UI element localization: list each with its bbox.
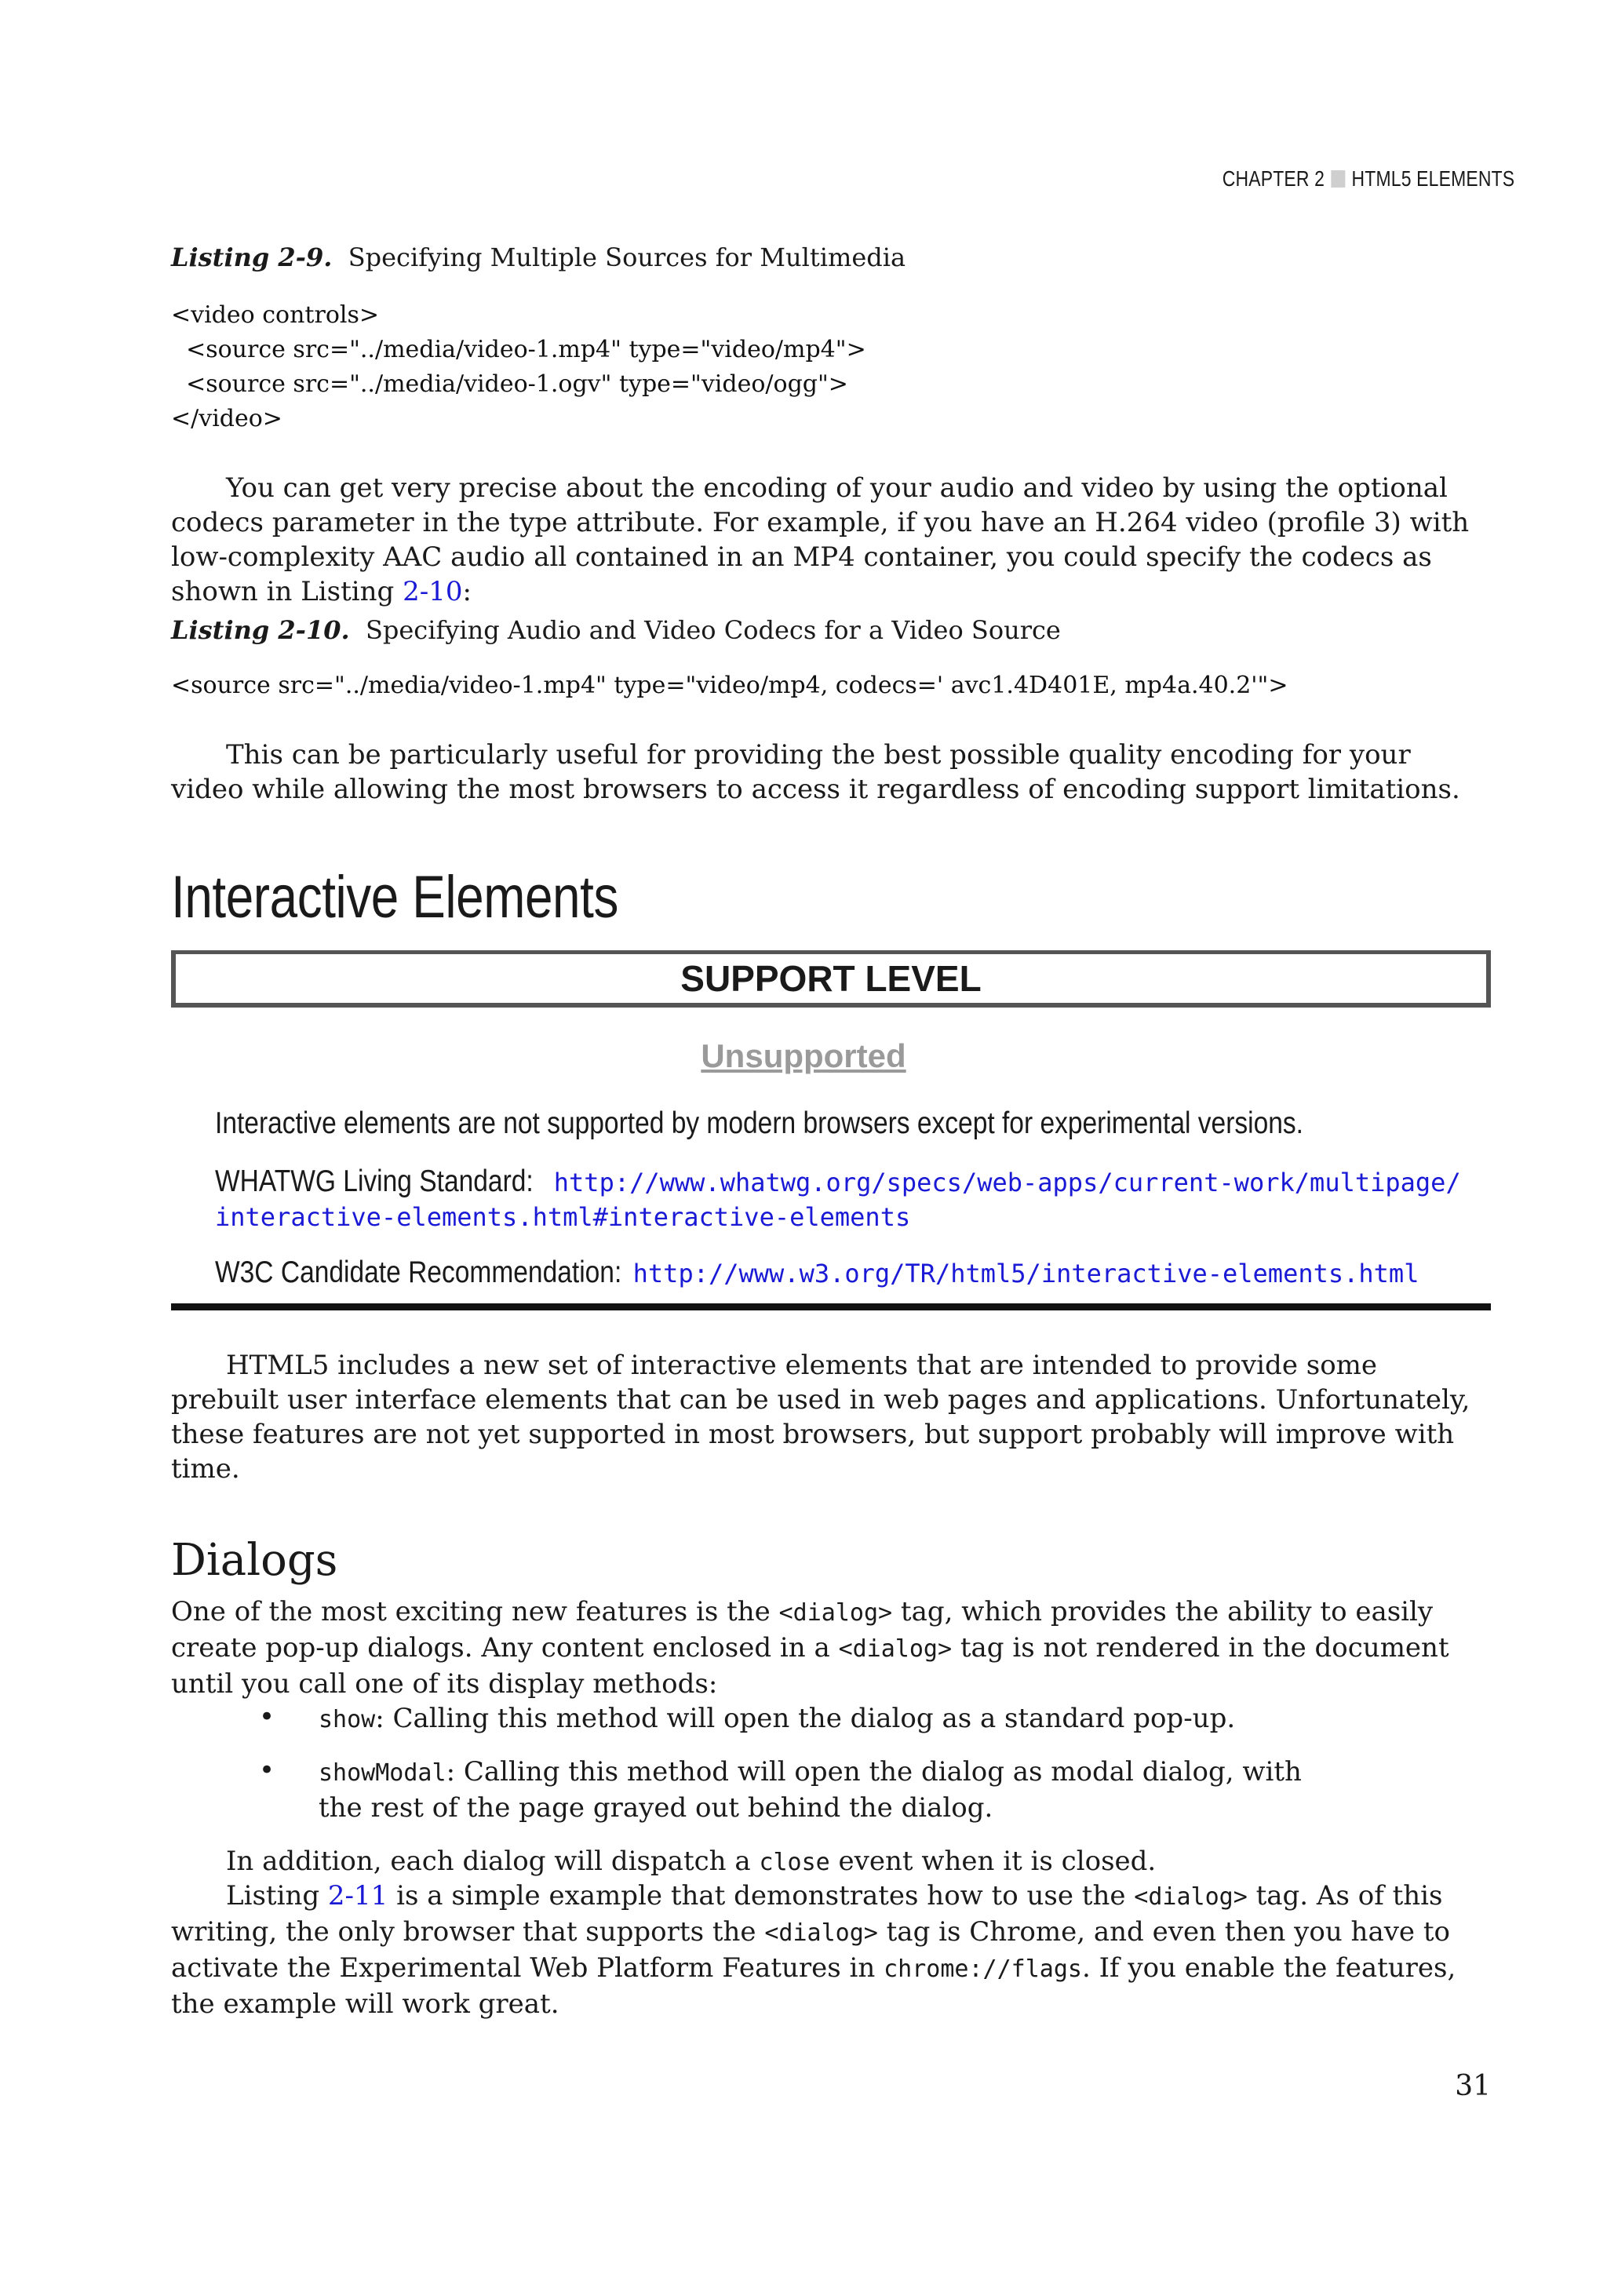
paragraph-dialogs: One of the most exciting new features is the <dialog> tag, which provides the ability to easily create pop-up dialogs. Any content enclosed in a <dialog> tag is not rendered in the document until you call one of its display methods:: [171, 1596, 1449, 1700]
listing-2-10-code: <source src="../media/video-1.mp4" type="video/mp4, codecs=' avc1.4D401E, mp4a.40.2'">: [171, 672, 1288, 699]
w3c-label: W3C Candidate Recommendation:: [215, 1256, 622, 1289]
code-line: <video controls>: [171, 301, 380, 329]
list-item: showModal: Calling this method will open the dialog as modal dialog, with the rest of the page grayed out behind the dialog.: [319, 1756, 1302, 1824]
code-line: <source src="../media/video-1.mp4" type="video/mp4">: [171, 336, 866, 363]
listing-link[interactable]: 2-10: [403, 576, 463, 607]
whatwg-reference: [215, 1164, 1461, 1199]
paragraph-close-event: In addition, each dialog will dispatch a close event when it is closed.: [226, 1846, 1157, 1877]
page-number: 31: [1455, 2070, 1491, 2102]
support-level-status: Unsupported: [701, 1037, 906, 1074]
listing-title: Specifying Audio and Video Codecs for a Video Source: [365, 615, 1061, 645]
list-item: show: Calling this method will open the dialog as a standard pop-up.: [319, 1703, 1236, 1734]
chapter-label: CHAPTER 2: [1222, 166, 1325, 191]
support-level-box: SUPPORT LEVEL: [171, 950, 1491, 1008]
whatwg-link[interactable]: http://www.whatwg.org/specs/web-apps/current-work/multipage/: [553, 1168, 1461, 1197]
paragraph-interactive: HTML5 includes a new set of interactive elements that are intended to provide some prebuilt user interface elements that can be used in web pages and applications. Unfortunately, these features are not yet supported in most browsers, but support probably will improve with time.: [171, 1350, 1470, 1485]
w3c-reference: [215, 1256, 1419, 1290]
separator-square-icon: [1331, 170, 1345, 188]
code-line: </video>: [171, 405, 282, 432]
paragraph-codecs: You can get very precise about the encoding of your audio and video by using the optional codecs parameter in the type attribute. For example, if you have an H.264 video (profile 3) with low-complexity AAC audio all contained in an MP4 container, you could specify the codecs as shown in Listing 2-10:: [171, 472, 1470, 607]
listing-number: Listing 2-9.: [171, 242, 333, 272]
subsection-heading: Dialogs: [171, 1535, 338, 1586]
listing-2-9-code: [171, 298, 866, 436]
running-head: [1223, 166, 1514, 191]
chapter-title: HTML5 ELEMENTS: [1351, 166, 1514, 191]
paragraph-quality: This can be particularly useful for providing the best possible quality encoding for your video while allowing the most browsers to access it regardless of encoding support limitations.: [171, 739, 1460, 805]
bullet-icon: •: [259, 1755, 275, 1786]
paragraph-listing-2-11: Listing 2-11 is a simple example that demonstrates how to use the <dialog> tag. As of this writing, the only browser that supports the <dialog> tag is Chrome, and even then you have to activate the Experimental Web Platform Features in chrome://flags. If you enable the features, the example will work great.: [171, 1880, 1456, 2020]
section-heading: Interactive Elements: [171, 864, 618, 931]
w3c-link[interactable]: http://www.w3.org/TR/html5/interactive-elements.html: [632, 1259, 1419, 1288]
bullet-icon: •: [259, 1701, 275, 1733]
support-description: Interactive elements are not supported by modern browsers except for experimental versions.: [215, 1106, 1304, 1140]
code-line: <source src="../media/video-1.ogv" type="video/ogg">: [171, 370, 848, 398]
listing-2-9-caption: [171, 242, 906, 272]
listing-2-10-caption: [171, 615, 1061, 645]
listing-link[interactable]: 2-11: [327, 1880, 388, 1912]
support-box-bottom-rule: [171, 1303, 1491, 1310]
whatwg-link-continued[interactable]: interactive-elements.html#interactive-elements: [215, 1202, 911, 1232]
listing-title: Specifying Multiple Sources for Multimedia: [348, 242, 906, 272]
whatwg-label: WHATWG Living Standard:: [215, 1164, 534, 1198]
listing-number: Listing 2-10.: [171, 615, 350, 645]
